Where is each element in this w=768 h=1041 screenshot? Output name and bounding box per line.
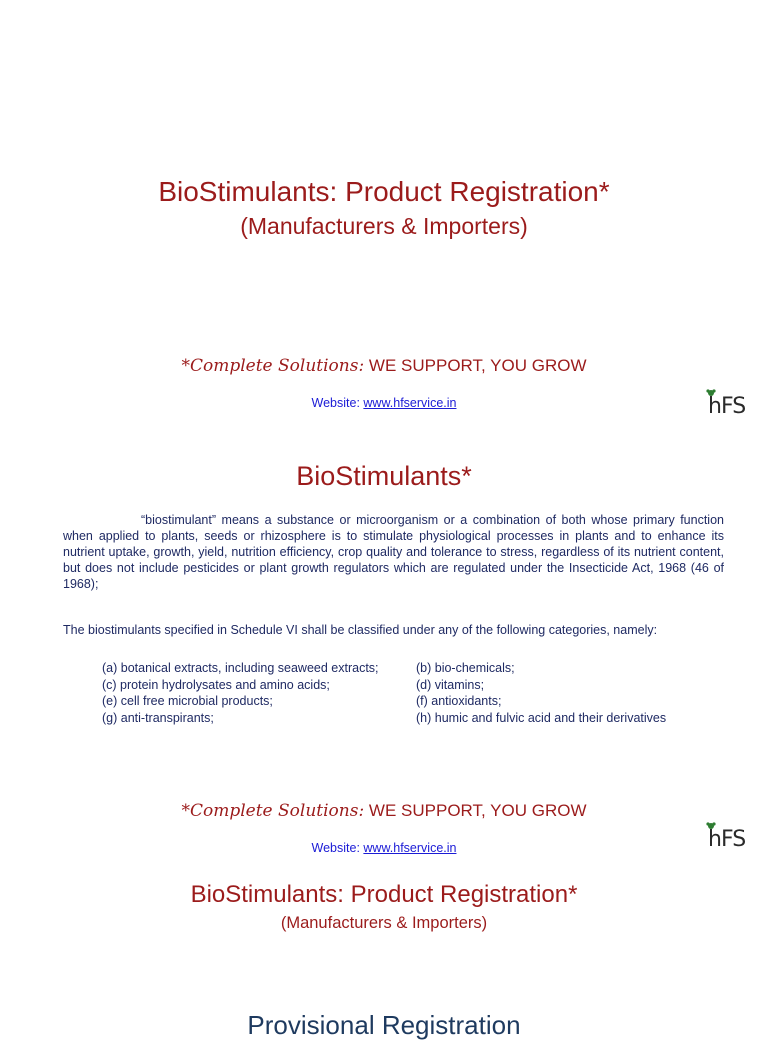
- tagline-script: *Complete Solutions:: [181, 356, 365, 376]
- hfs-logo: [706, 821, 750, 853]
- category-item: (c) protein hydrolysates and amino acids;: [102, 677, 330, 692]
- tagline-rest: WE SUPPORT, YOU GROW: [364, 801, 587, 820]
- categories-left-list: [102, 660, 379, 726]
- website-link[interactable]: www.hfservice.in: [363, 841, 457, 855]
- website-link[interactable]: www.hfservice.in: [363, 396, 457, 410]
- biostimulant-definition: [63, 512, 724, 592]
- slide1-title: BioStimulants: Product Registration*: [158, 176, 610, 207]
- logo-text: hFS: [708, 827, 746, 852]
- category-item: (a) botanical extracts, including seaweed extracts;: [102, 661, 379, 675]
- category-item: (b) bio-chemicals;: [416, 661, 515, 675]
- slide1-tagline: [0, 356, 768, 376]
- slide3-title: BioStimulants: Product Registration*: [190, 881, 578, 908]
- slide1-website: [0, 396, 768, 410]
- category-item: (e) cell free microbial products;: [102, 694, 273, 708]
- slide2-website: [0, 841, 768, 855]
- slide3-next-heading-partial: Provisional Registration: [247, 1010, 521, 1040]
- category-item: (f) antioxidants;: [416, 694, 502, 708]
- category-item: (d) vitamins;: [416, 677, 485, 692]
- slide2-tagline: [0, 801, 768, 821]
- hfs-logo: [706, 388, 750, 420]
- website-label: Website:: [311, 396, 364, 410]
- tagline-rest: WE SUPPORT, YOU GROW: [364, 356, 587, 375]
- category-item: (g) anti-transpirants;: [102, 710, 214, 725]
- definition-text: “biostimulant” means a substance or microorganism or a combination of both whose primary function when applied to plants, seeds or rhizosphere is to stimulate physiological processes in plants and to enhance its nutrient uptake, growth, yield, nutrition efficiency, crop quality and tolerance to stress, regardless of its nutrient content, but does not include pesticides or plant growth regulators which are regulated under the Insecticide Act, 1968 (46 of 1968);: [63, 513, 724, 591]
- tagline-script: *Complete Solutions:: [181, 801, 365, 821]
- categories-right-list: [416, 660, 666, 726]
- category-item: (h) humic and fulvic acid and their derivatives: [416, 710, 667, 725]
- slide3-subtitle: (Manufacturers & Importers): [280, 914, 488, 932]
- categories-intro: The biostimulants specified in Schedule VI shall be classified under any of the following categories, namely:: [63, 623, 658, 637]
- slide1-subtitle: (Manufacturers & Importers): [240, 213, 528, 239]
- website-label: Website:: [311, 841, 364, 855]
- logo-text: hFS: [708, 394, 746, 419]
- slide2-heading: BioStimulants*: [296, 461, 472, 491]
